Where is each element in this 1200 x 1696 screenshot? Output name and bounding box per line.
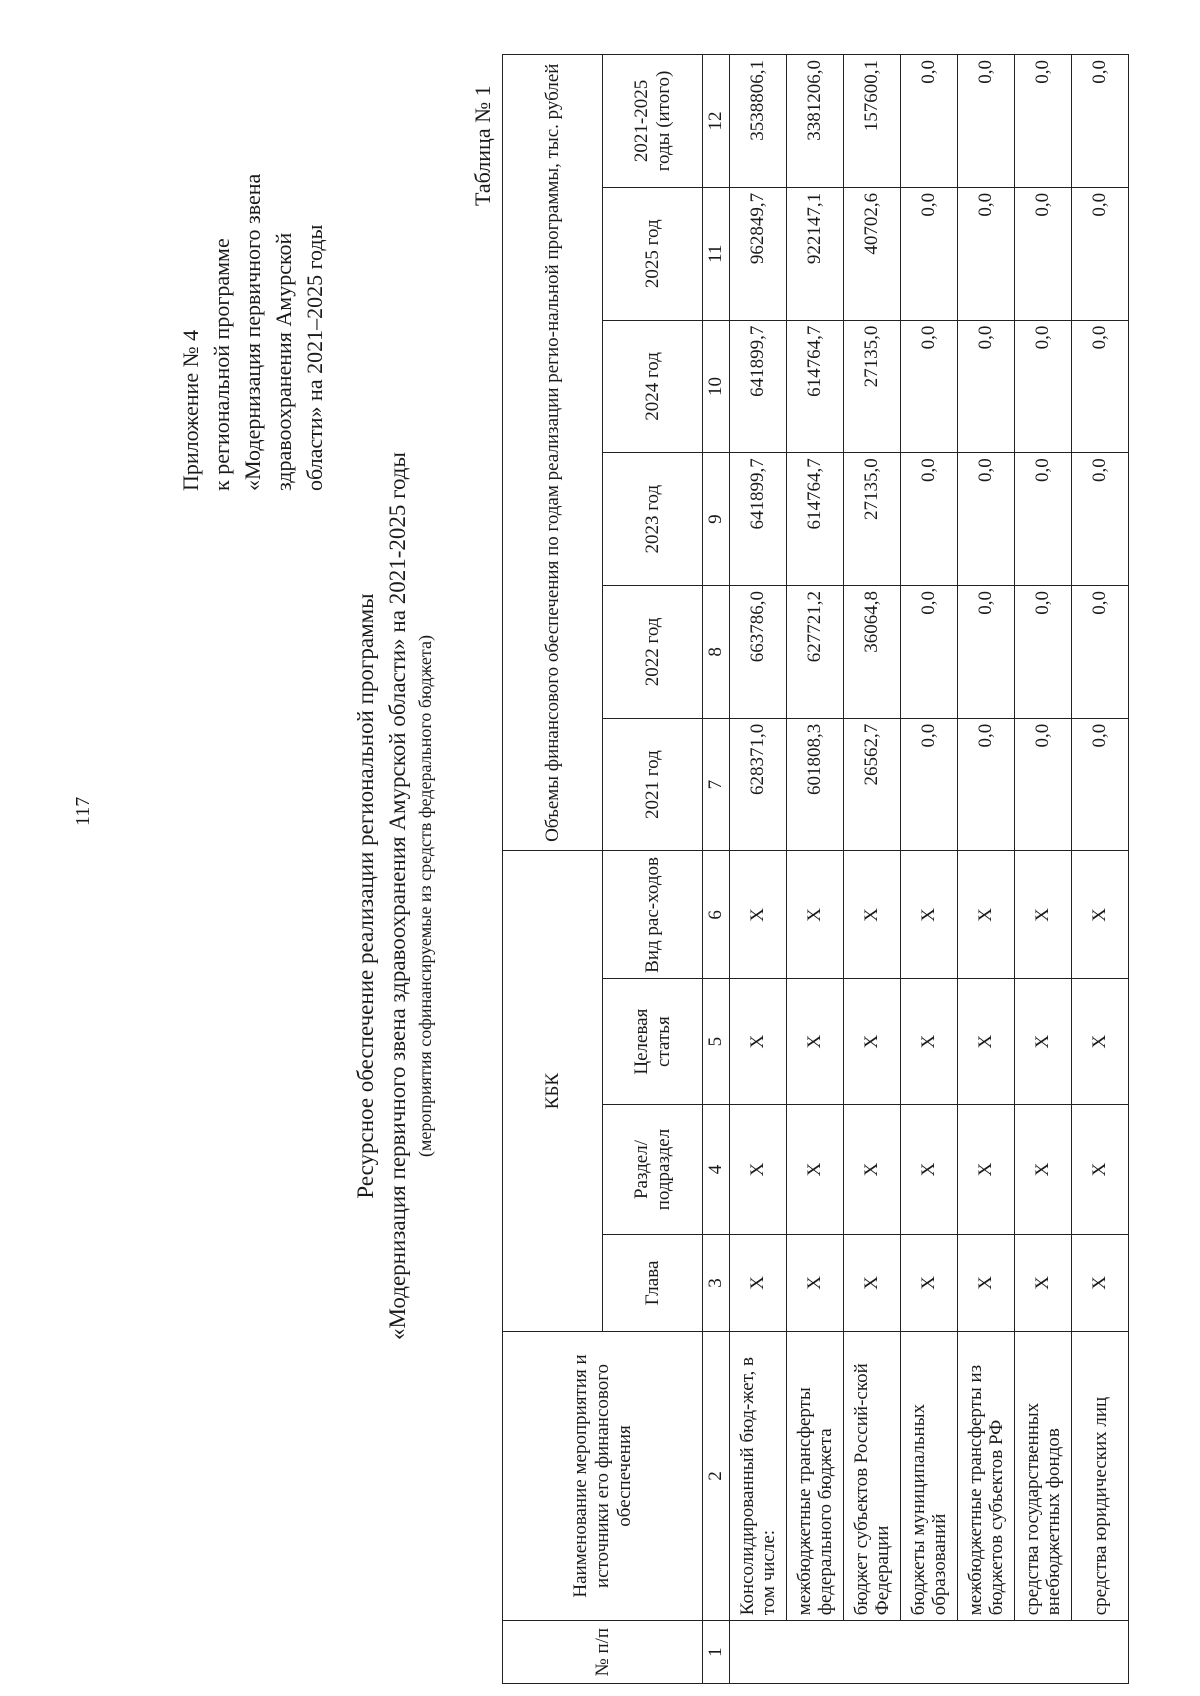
title-line-2: «Модернизация первичного звена здравоохранения Амурской области» на 2021-2025 годы: [385, 452, 410, 1340]
cell-y2021: 0,0: [901, 718, 958, 851]
cell-total: 0,0: [958, 55, 1015, 188]
column-number: 12: [703, 55, 730, 188]
cell-vid: Х: [1015, 851, 1072, 979]
cell-total: 3381206,0: [787, 55, 844, 188]
column-number-row: [703, 55, 730, 1684]
cell-y2025: 0,0: [901, 187, 958, 320]
cell-statya: Х: [730, 979, 787, 1104]
header-total: 2021-2025 годы (итого): [603, 55, 703, 188]
cell-statya: Х: [844, 979, 901, 1104]
cell-y2022: 0,0: [958, 586, 1015, 719]
cell-y2023: 0,0: [1015, 453, 1072, 586]
cell-vid: Х: [1072, 851, 1129, 979]
cell-razdel: Х: [901, 1104, 958, 1234]
appendix-line: области» на 2021–2025 годы: [302, 224, 327, 491]
cell-statya: Х: [901, 979, 958, 1104]
cell-total: 157600,1: [844, 55, 901, 188]
cell-total: 0,0: [1015, 55, 1072, 188]
row-name: средства юридических лиц: [1072, 1331, 1129, 1621]
column-number: 2: [703, 1331, 730, 1621]
cell-y2021: 601808,3: [787, 718, 844, 851]
cell-razdel: Х: [787, 1104, 844, 1234]
header-2023: 2023 год: [603, 453, 703, 586]
table-row: [1072, 55, 1129, 1684]
cell-y2024: 0,0: [901, 320, 958, 453]
header-statya: Целевая статья: [603, 979, 703, 1104]
cell-y2024: 641899,7: [730, 320, 787, 453]
table-row: [901, 55, 958, 1684]
title-line-1: Ресурсное обеспечение реализации региональной программы: [353, 593, 378, 1199]
cell-y2023: 641899,7: [730, 453, 787, 586]
cell-y2024: 0,0: [1072, 320, 1129, 453]
header-2024: 2024 год: [603, 320, 703, 453]
cell-y2023: 27135,0: [844, 453, 901, 586]
appendix-line: к региональной программе: [209, 238, 234, 491]
row-name: бюджеты муниципальных образований: [901, 1331, 958, 1621]
header-razdel: Раздел/ подраздел: [603, 1104, 703, 1234]
table-label: Таблица № 1: [470, 85, 495, 206]
header-2021: 2021 год: [603, 718, 703, 851]
header-volumes: Объемы финансового обеспечения по годам реализации регио-нальной программы, тыс. рублей: [503, 55, 603, 851]
cell-y2021: 26562,7: [844, 718, 901, 851]
cell-razdel: Х: [1015, 1104, 1072, 1234]
cell-y2022: 663786,0: [730, 586, 787, 719]
cell-vid: Х: [730, 851, 787, 979]
cell-razdel: Х: [844, 1104, 901, 1234]
cell-y2025: 0,0: [1072, 187, 1129, 320]
cell-vid: Х: [901, 851, 958, 979]
column-number: 7: [703, 718, 730, 851]
header-kbk: КБК: [503, 851, 603, 1331]
cell-statya: Х: [1015, 979, 1072, 1104]
cell-y2025: 922147,1: [787, 187, 844, 320]
appendix-line: Приложение № 4: [178, 329, 203, 491]
cell-y2022: 36064,8: [844, 586, 901, 719]
cell-y2024: 0,0: [1015, 320, 1072, 453]
cell-y2021: 0,0: [1015, 718, 1072, 851]
column-number: 1: [703, 1621, 730, 1684]
cell-glava: Х: [787, 1235, 844, 1332]
cell-vid: Х: [958, 851, 1015, 979]
row-name: средства государственных внебюджетных фондов: [1015, 1331, 1072, 1621]
header-2025: 2025 год: [603, 187, 703, 320]
cell-total: 3538806,1: [730, 55, 787, 188]
cell-vid: Х: [787, 851, 844, 979]
cell-y2023: 0,0: [1072, 453, 1129, 586]
cell-glava: Х: [730, 1235, 787, 1332]
cell-razdel: Х: [730, 1104, 787, 1234]
financing-table: [502, 54, 1129, 1684]
cell-y2023: 0,0: [901, 453, 958, 586]
header-2022: 2022 год: [603, 586, 703, 719]
cell-y2023: 614764,7: [787, 453, 844, 586]
cell-total: 0,0: [901, 55, 958, 188]
column-number: 10: [703, 320, 730, 453]
cell-total: 0,0: [1072, 55, 1129, 188]
cell-y2025: 962849,7: [730, 187, 787, 320]
cell-vid: Х: [844, 851, 901, 979]
cell-y2022: 0,0: [1072, 586, 1129, 719]
appendix-line: «Модернизация первичного звена: [240, 173, 265, 491]
appendix-line: здравоохранения Амурской: [271, 232, 296, 491]
cell-y2022: 627721,2: [787, 586, 844, 719]
cell-y2021: 628371,0: [730, 718, 787, 851]
column-number: 11: [703, 187, 730, 320]
title-note: (мероприятия софинансируемые из средств федерального бюджета): [415, 635, 435, 1157]
column-number: 4: [703, 1104, 730, 1234]
column-number: 6: [703, 851, 730, 979]
cell-statya: Х: [1072, 979, 1129, 1104]
cell-y2024: 0,0: [958, 320, 1015, 453]
column-number: 3: [703, 1235, 730, 1332]
cell-y2023: 0,0: [958, 453, 1015, 586]
row-name: бюджет субъектов Россий-ской Федерации: [844, 1331, 901, 1621]
appendix-block: [175, 174, 330, 491]
table-row: [958, 55, 1015, 1684]
row-name: межбюджетные трансферты из бюджетов субъектов РФ: [958, 1331, 1015, 1621]
header-name: Наименование мероприятия и источники его финансового обеспечения: [503, 1331, 703, 1621]
row-number: [730, 1621, 1129, 1684]
table-row: [844, 55, 901, 1684]
cell-glava: Х: [1072, 1235, 1129, 1332]
cell-razdel: Х: [958, 1104, 1015, 1234]
cell-y2022: 0,0: [1015, 586, 1072, 719]
cell-glava: Х: [958, 1235, 1015, 1332]
cell-glava: Х: [1015, 1235, 1072, 1332]
column-number: 9: [703, 453, 730, 586]
column-number: 5: [703, 979, 730, 1104]
header-glava: Глава: [603, 1235, 703, 1332]
table-row: [1015, 55, 1072, 1684]
cell-glava: Х: [844, 1235, 901, 1332]
header-num: № п/п: [503, 1621, 703, 1684]
row-name: межбюджетные трансферты федерального бюджета: [787, 1331, 844, 1621]
cell-y2022: 0,0: [901, 586, 958, 719]
cell-y2021: 0,0: [958, 718, 1015, 851]
column-number: 8: [703, 586, 730, 719]
row-name: Консолидированный бюд-жет, в том числе:: [730, 1331, 787, 1621]
cell-y2025: 40702,6: [844, 187, 901, 320]
table-row: [787, 55, 844, 1684]
cell-y2025: 0,0: [1015, 187, 1072, 320]
cell-statya: Х: [958, 979, 1015, 1104]
cell-razdel: Х: [1072, 1104, 1129, 1234]
cell-y2024: 27135,0: [844, 320, 901, 453]
cell-statya: Х: [787, 979, 844, 1104]
cell-glava: Х: [901, 1235, 958, 1332]
header-vid: Вид рас-ходов: [603, 851, 703, 979]
document-title: [350, 246, 437, 1546]
table-row: [730, 55, 787, 1684]
page-number: 117: [72, 796, 94, 826]
cell-y2025: 0,0: [958, 187, 1015, 320]
cell-y2024: 614764,7: [787, 320, 844, 453]
cell-y2021: 0,0: [1072, 718, 1129, 851]
